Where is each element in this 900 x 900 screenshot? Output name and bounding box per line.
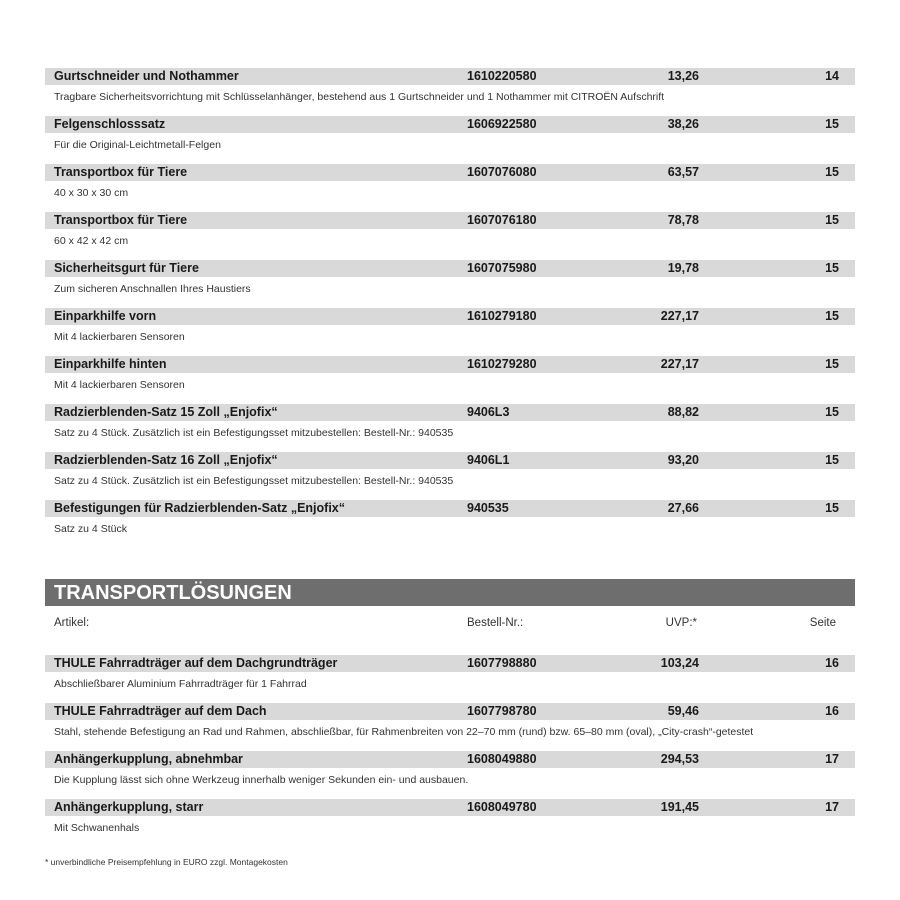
product-row [45,799,855,816]
order-number: 1610279280 [467,357,537,371]
product-row [45,500,855,517]
footnote: * unverbindliche Preisempfehlung in EURO zzgl. Montagekosten [45,857,288,867]
accessory-list [45,68,855,548]
price: 191,45 [660,800,699,814]
header-uvp: UVP:* [665,617,697,629]
product-name: Felgenschlosssatz [54,117,166,131]
price: 227,17 [660,357,699,371]
product-row [45,655,855,672]
order-number: 1607076080 [467,165,537,179]
page-number: 15 [825,405,839,419]
order-number: 1610220580 [467,69,537,83]
price: 63,57 [667,165,699,179]
order-number: 1608049880 [467,752,537,766]
product-name: Radzierblenden-Satz 15 Zoll „Enjofix“ [54,405,278,419]
product-item [45,452,855,500]
header-article: Artikel: [54,617,90,629]
price: 88,82 [667,405,699,419]
product-name: Transportbox für Tiere [54,213,188,227]
section-title: TRANSPORTLÖSUNGEN [54,582,292,604]
page-number: 14 [825,69,839,83]
page-number: 15 [825,357,839,371]
product-description: Abschließbarer Aluminium Fahrradträger für 1 Fahrrad [54,678,307,690]
column-headers [45,617,855,633]
price: 38,26 [667,117,699,131]
product-description: Stahl, stehende Befestigung an Rad und Rahmen, abschließbar, für Rahmenbreiten von 22–70 mm (rund) bzw. 65–80 mm (oval), „City-crash“-getestet [54,726,754,738]
product-description: Für die Original-Leichtmetall-Felgen [54,139,221,151]
price: 227,17 [660,309,699,323]
order-number: 9406L1 [467,453,510,467]
page-number: 15 [825,213,839,227]
product-name: Gurtschneider und Nothammer [54,69,239,83]
price: 13,26 [667,69,699,83]
product-description: 60 x 42 x 42 cm [54,235,129,247]
product-item [45,703,855,751]
price: 19,78 [667,261,699,275]
product-description: Satz zu 4 Stück [54,523,127,535]
order-number: 940535 [467,501,509,515]
product-description: Satz zu 4 Stück. Zusätzlich ist ein Befestigungsset mitzubestellen: Bestell-Nr.: 940535 [54,427,454,439]
product-name: THULE Fahrradträger auf dem Dach [54,704,267,718]
product-item [45,655,855,703]
product-row [45,116,855,133]
price: 59,46 [667,704,699,718]
product-description: Mit Schwanenhals [54,822,140,834]
product-item [45,356,855,404]
product-item [45,212,855,260]
product-row [45,452,855,469]
price: 93,20 [667,453,699,467]
order-number: 1606922580 [467,117,537,131]
product-item [45,404,855,452]
page-number: 16 [825,656,839,670]
product-description: Mit 4 lackierbaren Sensoren [54,331,185,343]
product-name: Anhängerkupplung, abnehmbar [54,752,243,766]
section-header-transport [45,579,855,606]
page-number: 15 [825,165,839,179]
product-name: Sicherheitsgurt für Tiere [54,261,199,275]
product-row [45,260,855,277]
product-description: Satz zu 4 Stück. Zusätzlich ist ein Befestigungsset mitzubestellen: Bestell-Nr.: 940535 [54,475,454,487]
product-item [45,799,855,847]
header-order-number: Bestell-Nr.: [467,617,524,629]
price: 27,66 [667,501,699,515]
product-item [45,751,855,799]
product-row [45,356,855,373]
page-number: 17 [825,752,839,766]
product-item [45,308,855,356]
product-item [45,164,855,212]
product-name: Einparkhilfe hinten [54,357,167,371]
product-name: Transportbox für Tiere [54,165,188,179]
product-item [45,260,855,308]
transport-list [45,655,855,847]
order-number: 1608049780 [467,800,537,814]
page-number: 16 [825,704,839,718]
order-number: 9406L3 [467,405,510,419]
page-number: 15 [825,261,839,275]
product-row [45,404,855,421]
page-number: 15 [825,501,839,515]
product-row [45,164,855,181]
order-number: 1607798780 [467,704,537,718]
product-row [45,308,855,325]
product-row [45,703,855,720]
product-description: Zum sicheren Anschnallen Ihres Haustiers [54,283,251,295]
product-name: THULE Fahrradträger auf dem Dachgrundträger [54,656,338,670]
product-description: 40 x 30 x 30 cm [54,187,129,199]
product-name: Befestigungen für Radzierblenden-Satz „Enjofix“ [54,501,345,515]
product-description: Tragbare Sicherheitsvorrichtung mit Schlüsselanhänger, bestehend aus 1 Gurtschneider und 1 Nothammer mit CITROËN Aufschrift [54,91,665,103]
product-description: Die Kupplung lässt sich ohne Werkzeug innerhalb weniger Sekunden ein- und ausbauen. [54,774,469,786]
product-description: Mit 4 lackierbaren Sensoren [54,379,185,391]
price: 294,53 [660,752,699,766]
page-number: 15 [825,453,839,467]
page-number: 17 [825,800,839,814]
product-name: Einparkhilfe vorn [54,309,157,323]
product-name: Radzierblenden-Satz 16 Zoll „Enjofix“ [54,453,278,467]
price: 78,78 [667,213,699,227]
product-row [45,751,855,768]
header-page: Seite [809,617,836,629]
page-number: 15 [825,309,839,323]
order-number: 1607798880 [467,656,537,670]
page-number: 15 [825,117,839,131]
product-item [45,500,855,548]
product-item [45,68,855,116]
order-number: 1607076180 [467,213,537,227]
product-row [45,68,855,85]
order-number: 1610279180 [467,309,537,323]
product-item [45,116,855,164]
order-number: 1607075980 [467,261,537,275]
price: 103,24 [660,656,699,670]
product-name: Anhängerkupplung, starr [54,800,204,814]
product-row [45,212,855,229]
